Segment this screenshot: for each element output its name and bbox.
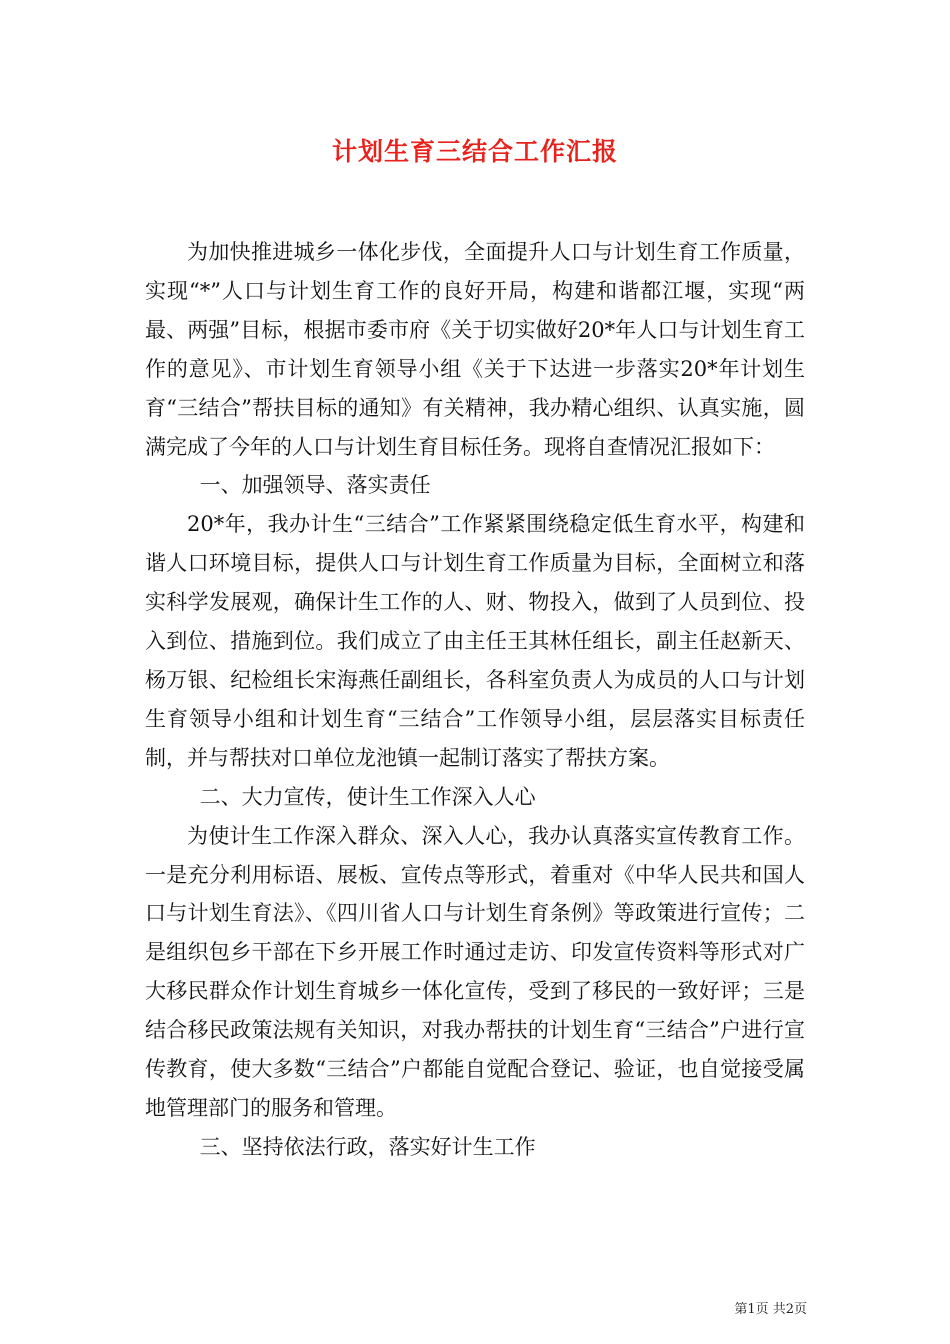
- section-heading-2: 二、大力宣传，使计生工作深入人心: [199, 784, 536, 809]
- section-1-paragraph: 20*年，我办计生“三结合”工作紧紧围绕稳定低生育水平，构建和谐人口环境目标，提供人口与计划生育工作质量为目标，全面树立和落实科学发展观，确保计生工作的人、财、物投入，做到了人员到位、投入到位、措施到位。我们成立了由主任王其林任组长，副主任赵新天、杨万银、纪检组长宋海燕任副组长，各科室负责人为成员的人口与计划生育领导小组和计划生育“三结合”工作领导小组，层层落实目标责任制，并与帮扶对口单位龙池镇一起制订落实了帮扶方案。: [145, 512, 805, 770]
- section-2-paragraph: 为使计生工作深入群众、深入人心，我办认真落实宣传教育工作。一是充分利用标语、展板、宣传点等形式，着重对《中华人民共和国人口与计划生育法》、《四川省人口与计划生育条例》等政策进行宣传；二是组织包乡干部在下乡开展工作时通过走访、印发宣传资料等形式对广大移民群众作计划生育城乡一体化宣传，受到了移民的一致好评；三是结合移民政策法规有关知识，对我办帮扶的计划生育“三结合”户进行宣传教育，使大多数“三结合”户都能自觉配合登记、验证，也自觉接受属地管理部门的服务和管理。: [145, 823, 805, 1120]
- section-heading-3: 三、坚持依法行政，落实好计生工作: [199, 1134, 536, 1159]
- section-heading-1: 一、加强领导、落实责任: [199, 473, 431, 498]
- intro-paragraph: 为加快推进城乡一体化步伐，全面提升人口与计划生育工作质量，实现“*”人口与计划生育工作的良好开局，构建和谐都江堰，实现“两最、两强”目标，根据市委市府《关于切实做好20*年人口与计划生育工作的意见》、市计划生育领导小组《关于下达进一步落实20*年计划生育“三结合”帮扶目标的通知》有关精神，我办精心组织、认真实施，圆满完成了今年的人口与计划生育目标任务。现将自查情况汇报如下：: [145, 240, 805, 459]
- document-body: [145, 233, 805, 1167]
- page-number: 第1页 共2页: [734, 1302, 807, 1317]
- document-title: 计划生育三结合工作汇报: [331, 137, 618, 166]
